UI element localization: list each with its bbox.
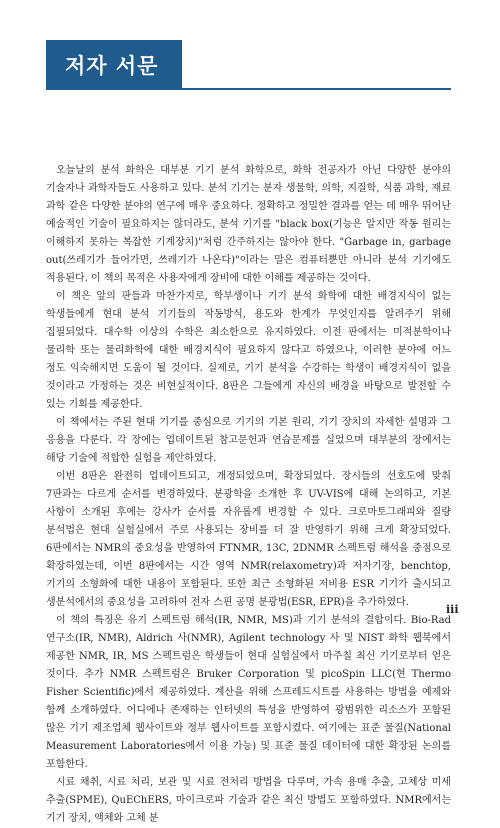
paragraph-2: 이 책은 앞의 판들과 마찬가지로, 학부생이나 기기 분석 화학에 대한 배경지식이 없는 학생들에게 현대 분석 기기들의 작동방식, 용도와 한계가 무엇인지를 알려주기 위해 집필되었다. 대수학 이상의 수학은 최소한으로 유지하였다. 이전 판에서는 미적분학이나 물리학 또는 물리화학에 대한 배경지식이 필요하지 않다고 하였으나, 이러한 분야에 어느 정도 익숙해지면 도움이 될 것이다. 실제로, 기기 분석을 수강하는 학생이 배경지식이 없을 것이라고 가정하는 것은 비현실적이다. 8판은 그들에게 자신의 배경을 바탕으로 발전할 수 있는 기회를 제공한다. [46,291,451,410]
paragraph-4: 이번 8판은 완전히 업데이트되고, 개정되었으며, 확장되었다. 장시들의 선호도에 맞춰 7판과는 다르게 순서를 변경하였다. 분광학을 소개한 후 UV-VIS에 대해 논의하고, 기본 사항이 소개된 후에는 강사가 순서를 자유롭게 변경할 수 있다. 크로마토그래피와 질량 분석법은 현대 실험실에서 주로 사용되는 장비를 더 잘 반영하기 위해 크게 확장되었다. 6판에서는 NMR의 중요성을 반영하여 FTNMR, 13C, 2DNMR 스펙트럼 해석을 중점으로 확장하였는데, 이번 8판에서는 시간 영역 NMR(relaxometry)과 저자기장, benchtop, 기기의 소형화에 대한 내용이 포함된다. 또한 최근 소형화된 저비용 ESR 기기가 출시되고 생분석에서의 중요성을 고려하여 전자 스핀 공명 분광법(ESR, EPR)을 추가하였다. [46,471,451,608]
paragraph-5: 이 책의 특징은 유기 스펙트럼 해석(IR, NMR, MS)과 기기 분석의 결합이다. Bio-Rad 연구소(IR, NMR), Aldrich 사(NMR), Agilent technology 사 및 NIST 화학 웹북에서 제공한 NMR, IR, MS 스펙트럼은 학생들이 현대 실험실에서 마주칠 최신 기기로부터 얻은 것이다. 추가 NMR 스펙트럼은 Bruker Corporation 및 picoSpin LLC(현 Thermo Fisher Scientific)에서 제공하였다. 계산을 위해 스프레드시트를 사용하는 방법을 예제와 함께 소개하였다. 어디에나 존재하는 인터넷의 특성을 반영하여 광범위한 리소스가 포함된 많은 기기 제조업체 웹사이트와 정부 웹사이트를 포함시켰다. 여기에는 표준 물질(National Measurement Laboratories에서 이용 가능) 및 표준 물질 데이터에 대한 확장된 논의를 포함한다. [46,615,451,770]
paragraph-3: 이 책에서는 주된 현대 기기를 중심으로 기기의 기본 원리, 기기 장치의 자세한 설명과 그 응용을 다룬다. 각 장에는 업데이트된 참고문헌과 연습문제를 실었으며 대부분의 장에서는 해당 기술에 적합한 실험을 제안하였다. [46,417,451,464]
header-rule [182,88,451,90]
chapter-title: 저자 서문 [65,54,159,78]
preface-body [46,162,451,828]
paragraph-1: 오늘날의 분석 화학은 대부분 기기 분석 화학으로, 화학 전공자가 아닌 다양한 분야의 기술자나 과학자들도 사용하고 있다. 분석 기기는 분자 생물학, 의학, 지질학, 식품 과학, 재료 과학 같은 다양한 분야의 연구에 매우 중요하다. 정확하고 정밀한 결과를 얻는 데 매우 뛰어난 예술적인 기술이 필요하지는 않더라도, 분석 기기를 "black box(기능은 알지만 작동 원리는 이해하지 못하는 복잡한 기계장치)"처럼 간주하지는 않아야 한다. "Garbage in, garbage out(쓰레기가 들어가면, 쓰레기가 나온다)"이라는 말은 컴퓨터뿐만 아니라 분석 기기에도 적용된다. 이 책의 목적은 사용자에게 장비에 대한 이해를 제공하는 것이다. [46,165,451,284]
chapter-title-band [46,40,182,90]
page-number: iii [446,603,459,616]
chapter-header [46,40,451,90]
paragraph-6: 시료 채취, 시료 처리, 보관 및 시료 전처리 방법을 다루며, 가속 용매 추출, 고체상 미세 추출(SPME), QuEChERS, 마이크로파 기술과 같은 최신 방법도 포함하였다. NMR에서는 기기 장치, 액체와 고체 분 [46,777,451,824]
